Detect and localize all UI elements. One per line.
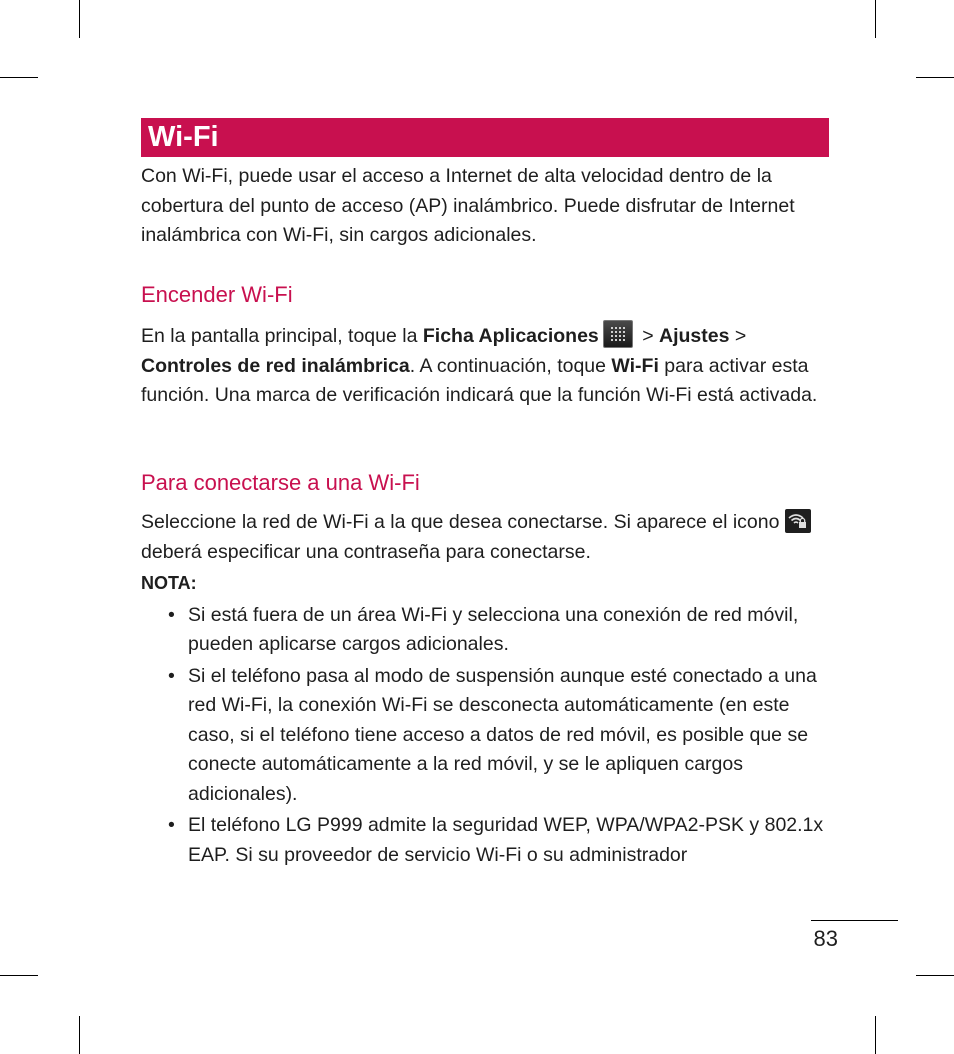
bullet: •	[168, 603, 175, 626]
text-run: para activar esta función. Una marca de verificación indicará que la función Wi-Fi está activada.	[141, 354, 818, 406]
page-number-rule	[811, 920, 898, 921]
notes-list	[141, 601, 831, 871]
crop-mark	[875, 1016, 876, 1054]
crop-mark	[0, 975, 38, 976]
crop-mark	[916, 77, 954, 78]
crop-mark	[875, 0, 876, 38]
text-run: En la pantalla principal, toque la	[141, 325, 423, 347]
list-item	[141, 811, 831, 870]
apps-grid-icon	[603, 320, 633, 348]
list-item	[141, 601, 831, 660]
section-encender-body	[141, 320, 831, 411]
section-conectarse-body	[141, 508, 831, 872]
list-item	[141, 662, 831, 810]
note-text: El teléfono LG P999 admite la seguridad WEP, WPA/WPA2-PSK y 802.1x EAP. Si su proveedor de servicio Wi-Fi o su administrador	[188, 814, 824, 866]
section-heading-conectarse: Para conectarse a una Wi-Fi	[141, 470, 420, 495]
bullet: •	[168, 664, 175, 687]
text-run: . A continuación, toque	[409, 354, 612, 377]
apps-tab-label: Ficha Aplicaciones	[422, 325, 599, 347]
encender-paragraph	[141, 320, 831, 411]
wireless-controls-label: Controles de red inalámbrica	[141, 354, 410, 377]
separator: >	[729, 325, 747, 347]
crop-mark	[79, 0, 80, 38]
note-text: Si el teléfono pasa al modo de suspensión aunque esté conectado a una red Wi-Fi, la conexión Wi-Fi se desconecta automáticamente (en este caso, si el teléfono tiene acceso a datos de red móvil, es posible que se conecte automáticamente a la red móvil, y se le apliquen cargos adicionales).	[188, 664, 817, 805]
section-heading-encender: Encender Wi-Fi	[141, 282, 293, 307]
note-text: Si está fuera de un área Wi-Fi y selecciona una conexión de red móvil, pueden aplicarse cargos adicionales.	[188, 603, 799, 655]
note-label: NOTA:	[141, 573, 197, 593]
intro-text: Con Wi-Fi, puede usar el acceso a Internet de alta velocidad dentro de la cobertura del punto de acceso (AP) inalámbrico. Puede disfrutar de Internet inalámbrica con Wi-Fi, sin cargos adicionales.	[141, 165, 795, 246]
crop-mark	[916, 975, 954, 976]
conectarse-paragraph	[141, 508, 831, 567]
text-run: deberá especificar una contraseña para conectarse.	[141, 540, 591, 563]
bullet: •	[168, 814, 175, 836]
wifi-lock-icon	[785, 509, 811, 533]
text-run: Seleccione la red de Wi-Fi a la que desea conectarse. Si aparece el icono	[141, 511, 785, 533]
separator: >	[636, 325, 660, 347]
crop-mark	[0, 77, 38, 78]
page-number: 83	[813, 926, 838, 951]
crop-mark	[79, 1016, 80, 1054]
wifi-label: Wi-Fi	[611, 354, 659, 377]
settings-label: Ajustes	[659, 325, 730, 347]
intro-paragraph	[141, 162, 831, 251]
page-title: Wi-Fi	[141, 118, 829, 157]
